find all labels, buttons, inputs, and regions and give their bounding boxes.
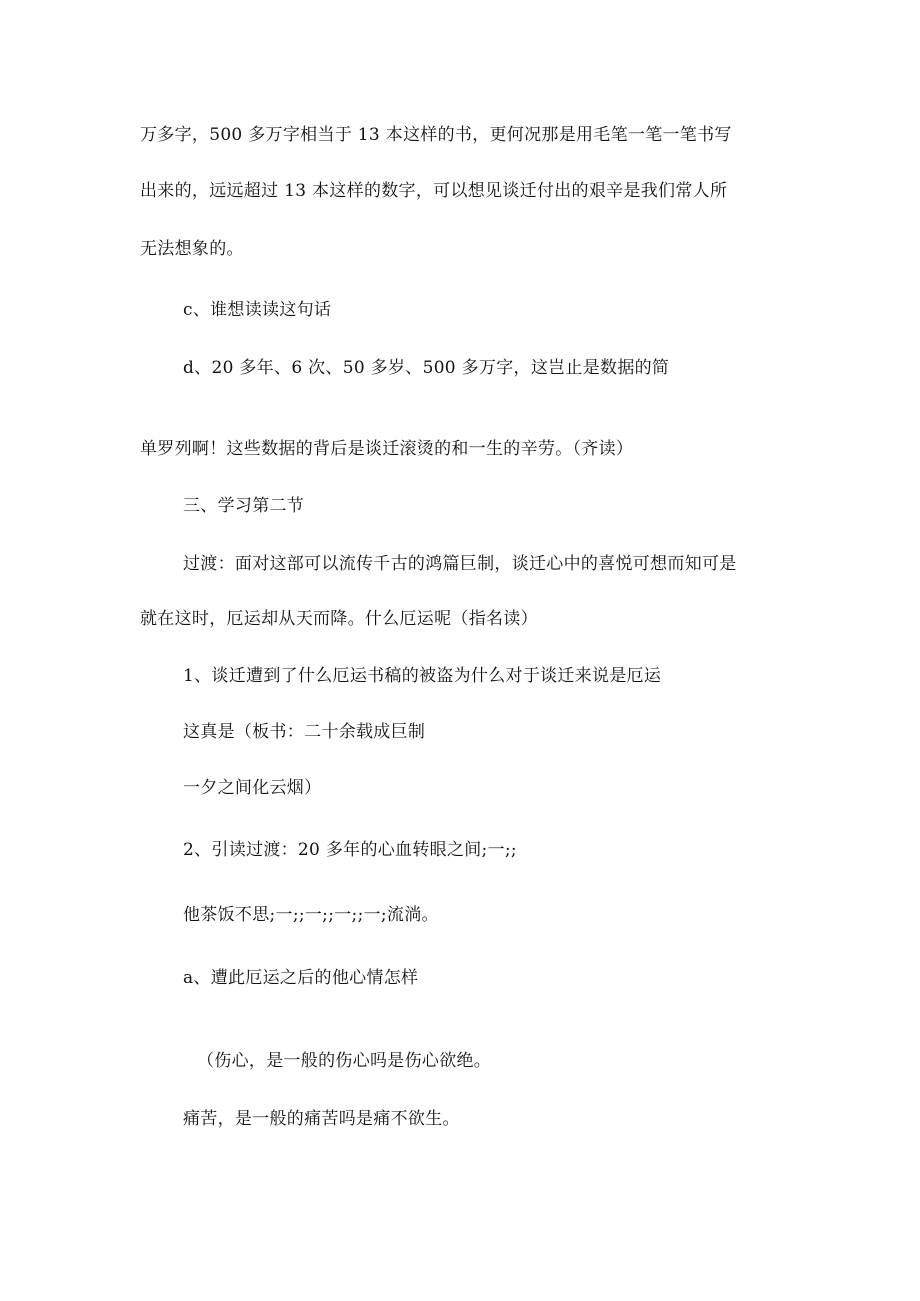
paragraph-line: 万多字，500 多万字相当于 13 本这样的书，更何况那是用毛笔一笔一笔书写 (140, 125, 732, 145)
paragraph-line: 他茶饭不思;一;;一;;一;;一;流淌。 (183, 905, 439, 925)
paragraph-line: 出来的，远远超过 13 本这样的数字，可以想见谈迁付出的艰辛是我们常人所 (140, 181, 728, 201)
paragraph-line: 就在这时，厄运却从天而降。什么厄运呢（指名读） (140, 609, 538, 629)
list-item-1: 1、谈迁遭到了什么厄运书稿的被盗为什么对于谈迁来说是厄运 (183, 666, 662, 686)
list-item-d: d、20 多年、6 次、50 多岁、500 多万字，这岂止是数据的简 (183, 358, 670, 378)
paragraph-line: 单罗列啊！这些数据的背后是谈迁滚烫的和一生的辛劳。（齐读） (140, 439, 634, 459)
section-heading: 三、学习第二节 (183, 496, 305, 516)
paragraph-line: （伤心，是一般的伤心吗是伤心欲绝。 (197, 1051, 492, 1071)
paragraph-line: 一夕之间化云烟） (183, 778, 322, 798)
list-item-c: c、谁想读读这句话 (183, 300, 332, 320)
paragraph-line: 无法想象的。 (140, 239, 244, 259)
paragraph-line: 这真是（板书：二十余载成巨制 (183, 722, 426, 742)
paragraph-line: 过渡：面对这部可以流传千古的鸿篇巨制，谈迁心中的喜悦可想而知可是 (183, 554, 737, 574)
list-item-2: 2、引读过渡：20 多年的心血转眼之间;一;; (183, 840, 517, 860)
list-item-a: a、遭此厄运之后的他心情怎样 (183, 968, 419, 988)
paragraph-line: 痛苦，是一般的痛苦吗是痛不欲生。 (183, 1109, 460, 1129)
